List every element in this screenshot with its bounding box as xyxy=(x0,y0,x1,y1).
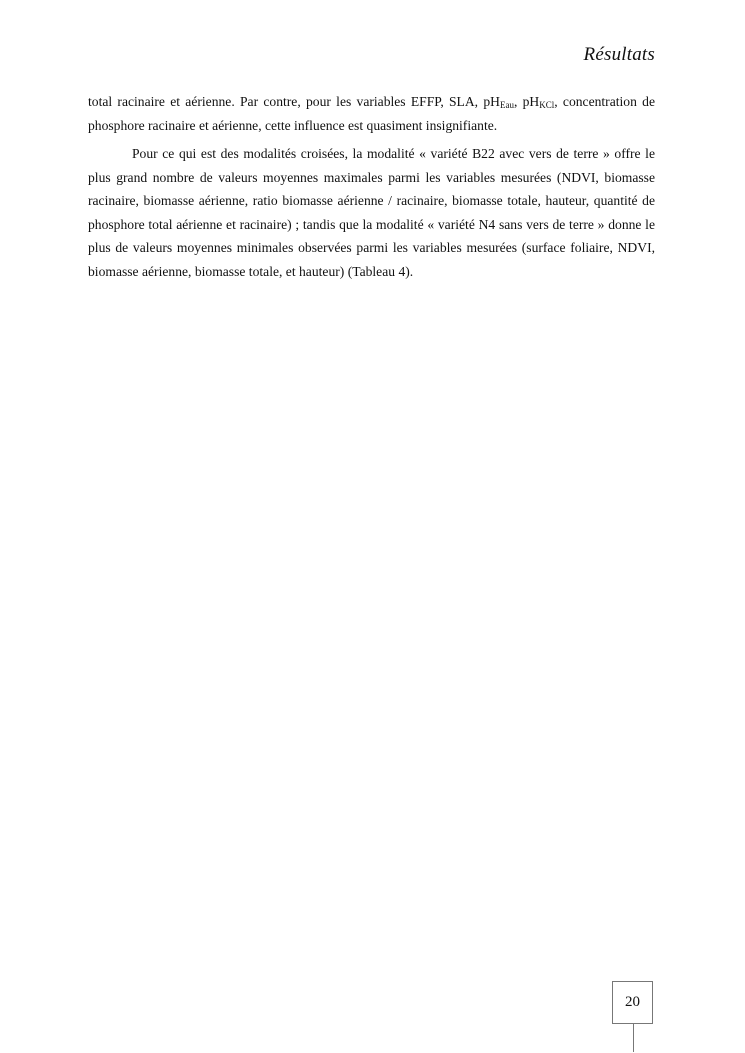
paragraph-1 xyxy=(88,90,655,137)
page-number-connector-line xyxy=(633,1024,634,1052)
subscript-eau: Eau xyxy=(499,100,514,110)
subscript-kcl: KCl xyxy=(539,100,555,110)
page-number: 20 xyxy=(612,981,653,1024)
section-header: Résultats xyxy=(583,44,655,65)
paragraph-2: Pour ce qui est des modalités croisées, la modalité « variété B22 avec vers de terre » offre le plus grand nombre de valeurs moyennes maximales parmi les variables mesurées (NDVI, biomasse racinaire, biomasse aérienne, ratio biomasse aérienne / racinaire, biomasse totale, hauteur, quantité de phosphore total aérienne et racinaire) ; tandis que la modalité « variété N4 sans vers de terre » donne le plus de valeurs moyennes minimales observées parmi les variables mesurées (surface foliaire, NDVI, biomasse aérienne, biomasse totale, et hauteur) (Tableau 4). xyxy=(88,146,655,279)
paragraph-1-text-b: , pH xyxy=(513,94,540,109)
document-body xyxy=(88,90,655,283)
paragraph-1-text-c: , concentration de phosphore racinaire et aérienne, cette influence est quasiment insignifiante. xyxy=(88,94,655,133)
paragraph-1-text-a: total racinaire et aérienne. Par contre, pour les variables EFFP, SLA, pH xyxy=(88,94,500,109)
